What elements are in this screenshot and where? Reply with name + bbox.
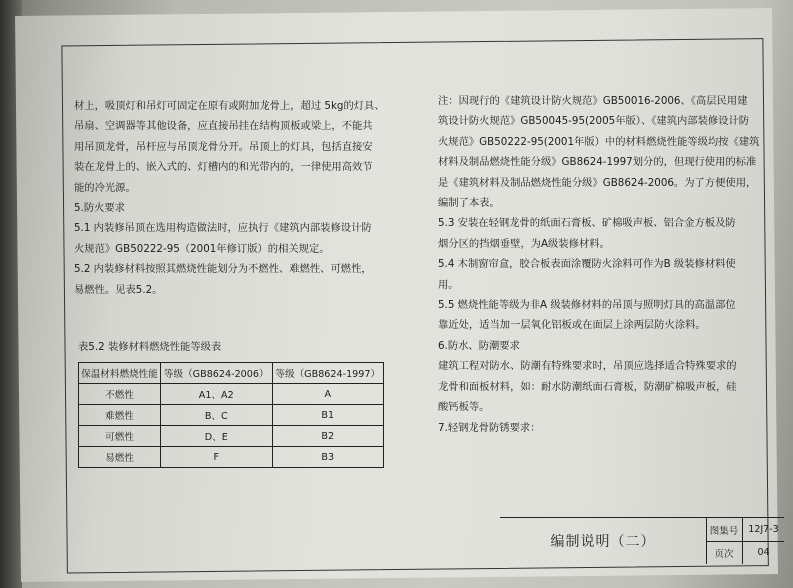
table-header-cell: 等级（GB8624-1997） xyxy=(272,363,384,384)
paragraph-line: 编制了本表。 xyxy=(438,197,500,210)
table-row xyxy=(79,447,384,468)
atlas-number-label: 图集号 xyxy=(706,518,743,541)
table-cell: 不燃性 xyxy=(79,384,161,405)
table-cell: B1 xyxy=(272,405,384,426)
title-block xyxy=(500,517,784,564)
paragraph-line: 火规范》GB50222-95（2001年修订版）的相关规定。 xyxy=(74,242,330,255)
table-cell: B3 xyxy=(272,447,384,468)
paragraph-line: 烟分区的挡烟垂壁，为A级装修材料。 xyxy=(438,237,610,250)
table-header-cell: 保温材料燃烧性能 xyxy=(79,363,161,384)
paragraph-line: 注：因现行的《建筑设计防火规范》GB50016-2006、《高层民用建 xyxy=(438,95,748,107)
section-heading-waterproof: 6.防水、防潮要求 xyxy=(438,339,520,352)
paragraph-line: 材上，吸顶灯和吊灯可固定在原有或附加龙骨上，超过 5kg的灯具、 xyxy=(74,100,385,112)
table-cell: B2 xyxy=(272,426,384,447)
paragraph-line: 火规范》GB50222-95(2001年版）中的材料燃烧性能等级均按《建筑 xyxy=(438,135,760,148)
paragraph-line: 5.1 内装修吊顶在选用构造做法时，应执行《建筑内部装修设计防 xyxy=(74,222,372,235)
paragraph-line: 5.2 内装修材料按照其燃烧性能划分为不燃性、难燃性、可燃性， xyxy=(74,263,372,276)
page-number-row xyxy=(706,541,784,564)
fire-grade-table xyxy=(78,362,384,468)
table-row xyxy=(79,426,384,447)
atlas-number-value: 12J7-3 xyxy=(748,524,779,535)
paragraph-line: 吊扇、空调器等其他设备，应直接吊挂在结构顶板或梁上，不能共 xyxy=(74,120,373,133)
paragraph-line: 用吊顶龙骨，吊杆应与吊顶龙骨分开。吊顶上的灯具，包括直接安 xyxy=(74,140,373,153)
table-header-cell: 等级（GB8624-2006） xyxy=(161,363,272,384)
page-number-value: 04 xyxy=(757,547,770,558)
table-cell: F xyxy=(161,447,272,468)
paragraph-line: 5.5 燃烧性能等级为非A 级装修材料的吊顶与照明灯具的高温部位 xyxy=(438,299,736,312)
paragraph-line: 5.3 安装在轻钢龙骨的纸面石膏板、矿棉吸声板、铝合金方板及防 xyxy=(438,217,736,230)
paragraph-line: 材料及制品燃烧性能分级》GB8624-1997划分的，但现行使用的标准 xyxy=(438,156,757,169)
paragraph-line: 装在龙骨上的、嵌入式的、灯槽内的和光带内的，一律使用高效节 xyxy=(74,161,373,174)
table-cell: A xyxy=(272,384,384,405)
paragraph-line: 龙骨和面板材料，如：耐水防潮纸面石膏板，防潮矿棉吸声板，硅 xyxy=(438,380,737,393)
table-cell: B、C xyxy=(161,405,272,426)
section-heading-fire: 5.防火要求 xyxy=(74,202,126,215)
table-cell: A1、A2 xyxy=(161,384,272,405)
table-cell: 可燃性 xyxy=(79,426,161,447)
paragraph-line: 筑设计防火规范》GB50045-95(2005年版）、《建筑内部装修设计防 xyxy=(438,115,750,128)
paragraph-line: 是《建筑材料及制品燃烧性能分级》GB8624-2006。为了方便使用， xyxy=(438,176,757,189)
paragraph-line: 易燃性。见表5.2。 xyxy=(74,283,163,296)
atlas-number-row xyxy=(706,518,784,542)
table-row xyxy=(79,405,384,426)
left-text-column xyxy=(74,96,394,300)
paragraph-line: 靠近处，适当加一层氧化铝板或在面层上涂两层防火涂料。 xyxy=(438,319,706,332)
page-number-label: 页次 xyxy=(706,541,743,564)
right-text-column xyxy=(438,91,760,438)
table-row xyxy=(79,384,384,405)
table-cell: 难燃性 xyxy=(79,405,161,426)
table-header-row xyxy=(79,363,384,384)
section-heading-antirust: 7.轻钢龙骨防锈要求： xyxy=(438,421,541,434)
paragraph-line: 能的冷光源。 xyxy=(74,181,136,194)
paragraph-line: 建筑工程对防水、防潮有特殊要求时，吊顶应选择适合特殊要求的 xyxy=(438,360,737,373)
paragraph-line: 用。 xyxy=(438,278,459,291)
table-caption: 表5.2 装修材料燃烧性能等级表 xyxy=(78,341,222,353)
table-cell: D、E xyxy=(161,426,272,447)
paragraph-line: 酸钙板等。 xyxy=(438,401,490,414)
paragraph-line: 5.4 木制窗帘盒，胶合板表面涂覆防火涂料可作为B 级装修材料使 xyxy=(438,258,736,271)
table-cell: 易燃性 xyxy=(79,447,161,468)
document-title: 编制说明（二） xyxy=(500,518,707,564)
